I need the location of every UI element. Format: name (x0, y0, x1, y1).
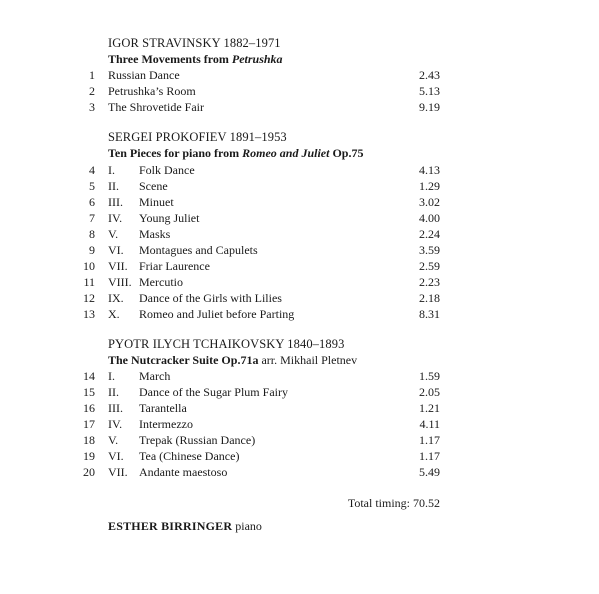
track-title: Intermezzo (139, 417, 193, 431)
movement-numeral: VII. (108, 259, 128, 273)
track-title: Petrushka’s Room (108, 84, 196, 98)
work-title: Three Movements from Petrushka (108, 52, 283, 66)
performer-role: piano (232, 519, 262, 533)
track-row (0, 227, 599, 243)
performer-name: ESTHER BIRRINGER (108, 519, 233, 533)
track-title: Friar Laurence (139, 259, 210, 273)
track-row (0, 465, 599, 481)
track-time: 4.13 (419, 163, 440, 177)
composer-heading: PYOTR ILYCH TCHAIKOVSKY 1840–1893 (108, 337, 345, 351)
track-number: 3 (89, 100, 95, 114)
track-title: Masks (139, 227, 171, 241)
track-time: 2.43 (419, 68, 440, 82)
track-time: 1.17 (419, 433, 440, 447)
track-time: 2.18 (419, 291, 440, 305)
composer-heading: SERGEI PROKOFIEV 1891–1953 (108, 130, 287, 144)
track-time: 3.02 (419, 195, 440, 209)
track-title: March (139, 369, 171, 383)
track-title: The Shrovetide Fair (108, 100, 204, 114)
track-row (0, 195, 599, 211)
movement-numeral: III. (108, 401, 123, 415)
movement-numeral: VII. (108, 465, 128, 479)
track-row (0, 433, 599, 449)
track-time: 1.17 (419, 449, 440, 463)
track-title: Tea (Chinese Dance) (139, 449, 240, 463)
track-time: 1.21 (419, 401, 440, 415)
track-time: 2.05 (419, 385, 440, 399)
track-title: Andante maestoso (139, 465, 228, 479)
movement-numeral: IX. (108, 291, 124, 305)
movement-numeral: IV. (108, 211, 123, 225)
track-row (0, 417, 599, 433)
track-row (0, 163, 599, 179)
track-number: 13 (83, 307, 95, 321)
movement-numeral: I. (108, 163, 115, 177)
track-time: 2.23 (419, 275, 440, 289)
track-number: 16 (83, 401, 95, 415)
movement-numeral: II. (108, 179, 119, 193)
track-row (0, 100, 599, 116)
track-title: Folk Dance (139, 163, 195, 177)
movement-numeral: VI. (108, 449, 124, 463)
track-title: Russian Dance (108, 68, 180, 82)
movement-numeral: III. (108, 195, 123, 209)
track-row (0, 259, 599, 275)
track-time: 4.11 (419, 417, 440, 431)
track-number: 7 (89, 211, 95, 225)
track-number: 14 (83, 369, 95, 383)
track-row (0, 369, 599, 385)
track-row (0, 307, 599, 323)
track-row (0, 211, 599, 227)
movement-numeral: V. (108, 433, 119, 447)
track-number: 8 (89, 227, 95, 241)
track-title: Romeo and Juliet before Parting (139, 307, 295, 321)
track-number: 18 (83, 433, 95, 447)
track-time: 1.59 (419, 369, 440, 383)
track-number: 6 (89, 195, 95, 209)
track-time: 2.59 (419, 259, 440, 273)
track-time: 9.19 (419, 100, 440, 114)
track-number: 19 (83, 449, 95, 463)
performer-credit (108, 519, 262, 534)
composer-heading: IGOR STRAVINSKY 1882–1971 (108, 36, 281, 50)
track-title: Scene (139, 179, 168, 193)
track-row (0, 179, 599, 195)
track-time: 5.13 (419, 84, 440, 98)
track-row (0, 243, 599, 259)
movement-numeral: II. (108, 385, 119, 399)
track-number: 12 (83, 291, 95, 305)
track-row (0, 291, 599, 307)
movement-numeral: V. (108, 227, 119, 241)
track-row (0, 385, 599, 401)
track-number: 2 (89, 84, 95, 98)
track-number: 9 (89, 243, 95, 257)
track-title: Tarantella (139, 401, 187, 415)
track-title: Dance of the Sugar Plum Fairy (139, 385, 288, 399)
track-row (0, 68, 599, 84)
track-time: 1.29 (419, 179, 440, 193)
track-title: Trepak (Russian Dance) (139, 433, 256, 447)
track-title: Minuet (139, 195, 174, 209)
track-time: 4.00 (419, 211, 440, 225)
movement-numeral: I. (108, 369, 115, 383)
track-title: Young Juliet (139, 211, 200, 225)
track-number: 10 (83, 259, 95, 273)
movement-numeral: VI. (108, 243, 124, 257)
track-row (0, 401, 599, 417)
track-title: Mercutio (139, 275, 183, 289)
movement-numeral: VIII. (108, 275, 132, 289)
track-row (0, 84, 599, 100)
track-number: 17 (83, 417, 95, 431)
track-time: 3.59 (419, 243, 440, 257)
track-time: 5.49 (419, 465, 440, 479)
work-title: The Nutcracker Suite Op.71a arr. Mikhail Pletnev (108, 353, 358, 367)
track-number: 15 (83, 385, 95, 399)
track-title: Montagues and Capulets (139, 243, 258, 257)
track-number: 20 (83, 465, 95, 479)
movement-numeral: X. (108, 307, 120, 321)
track-time: 2.24 (419, 227, 440, 241)
track-row (0, 275, 599, 291)
work-title: Ten Pieces for piano from Romeo and Juliet Op.75 (108, 146, 364, 160)
track-number: 4 (89, 163, 95, 177)
track-number: 5 (89, 179, 95, 193)
track-row (0, 449, 599, 465)
track-number: 11 (83, 275, 95, 289)
track-title: Dance of the Girls with Lilies (139, 291, 282, 305)
track-number: 1 (89, 68, 95, 82)
total-timing: Total timing: 70.52 (347, 496, 440, 510)
track-time: 8.31 (419, 307, 440, 321)
movement-numeral: IV. (108, 417, 123, 431)
